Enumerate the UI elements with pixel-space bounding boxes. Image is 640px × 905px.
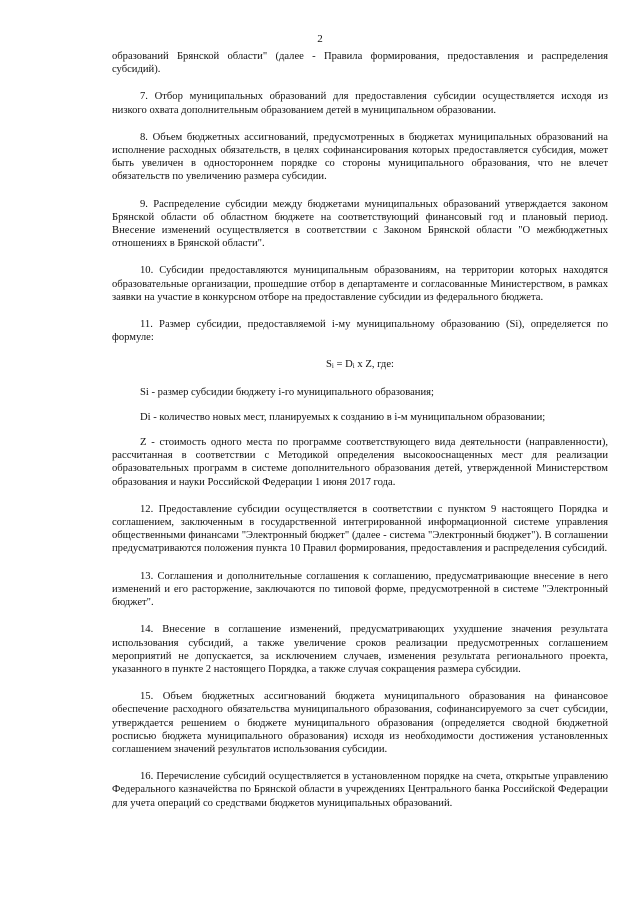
definition-si: Si - размер субсидии бюджету i-го муниципального образования;	[140, 386, 434, 398]
paragraph-16: 16. Перечисление субсидий осуществляется в установленном порядке на счета, открытые управлению Федерального казначейства по Брянской области в учреждениях Центрального банка Российской Федерации для учета операций со средствами бюджетов муниципальных образований.	[112, 771, 608, 809]
paragraph-14: 14. Внесение в соглашение изменений, предусматривающих ухудшение значения результата использования субсидий, а также увеличение сроков реализации предусмотренных соглашением мероприятий не допускается, за исключением случаев, изменения результата регионального проекта, указанного в пункте 2 настоящего Порядка, а также случая сокращения размера субсидии.	[112, 624, 608, 675]
formula-sub-i: i	[331, 362, 334, 371]
paragraph-continuation: образований Брянской области" (далее - Правила формирования, предоставления и распределения субсидий).	[112, 51, 608, 76]
paragraph-15: 15. Объем бюджетных ассигнований бюджета муниципального образования на финансовое обеспечение расходного обязательства муниципального образования, софинансируемого за счет субсидии, утверждается решением о бюджете муниципального образования (определяется сводной бюджетной росписью бюджета муниципального образования) исходя из необходимости достижения установленных соглашением значений результатов использования субсидии.	[112, 691, 608, 755]
definition-di: Di - количество новых мест, планируемых к созданию в i-м муниципальном образовании;	[140, 411, 546, 423]
paragraph-7: 7. Отбор муниципальных образований для предоставления субсидии осуществляется исходя из низкого охвата дополнительным образованием детей в муниципальном образовании.	[112, 91, 608, 116]
page-number: 2	[317, 33, 323, 45]
paragraph-10: 10. Субсидии предоставляются муниципальным образованиям, на территории которых находятся образовательные организации, прошедшие отбор в департаменте и согласованные Министерством, в рамках заявки на участие в конкурсном отборе на предоставление субсидии из федерального бюджета.	[112, 265, 608, 303]
paragraph-11: 11. Размер субсидии, предоставляемой i-му муниципальному образованию (Si), определяется по формуле:	[112, 319, 608, 344]
paragraph-13: 13. Соглашения и дополнительные соглашения к соглашению, предусматривающие внесение в него изменений и его расторжение, заключаются по типовой форме, предусмотренной в системе "Электронный бюджет".	[112, 570, 608, 609]
definition-z: Z - стоимость одного места по программе соответствующего вида деятельности (направленности), рассчитанная в соответствии с Методикой определения высокооснащенных мест для реализации образовательных программ в системе дополнительного образования детей, утвержденной Министерством образования и науки Российской Федерации 1 июня 2017 года.	[112, 437, 608, 488]
paragraph-12: 12. Предоставление субсидии осуществляется в соответствии с пунктом 9 настоящего Порядка и соглашением, заключенным в государственной интегрированной информационной системе управления общественными финансами "Электронный бюджет" (далее - система "Электронный бюджет"). В соглашении предусматриваются положения пункта 10 Правил формирования, предоставления и распределения субсидий.	[112, 503, 608, 555]
document-body	[112, 50, 608, 824]
formula-tail: x Z, где:	[354, 359, 394, 371]
paragraph-8: 8. Объем бюджетных ассигнований, предусмотренных в бюджетах муниципальных образований на исполнение расходных обязательств, в целях софинансирования которых предоставляется субсидия, может быть увеличен в одностороннем порядке со стороны муниципального образования, что не влечет обязательств по увеличению размера субсидии.	[112, 131, 608, 183]
formula-s: S	[326, 359, 332, 371]
subsidy-formula	[112, 358, 608, 373]
formula-equals-d: = D	[333, 359, 353, 371]
formula-sub-i: i	[352, 362, 355, 371]
paragraph-9: 9. Распределение субсидии между бюджетами муниципальных образований утверждается законом Брянской области об областном бюджете на соответствующий финансовый год и плановый период. Внесение изменений осуществляется в соответствии с Законом Брянской области "О межбюджетных отношениях в Брянской области".	[112, 198, 608, 250]
